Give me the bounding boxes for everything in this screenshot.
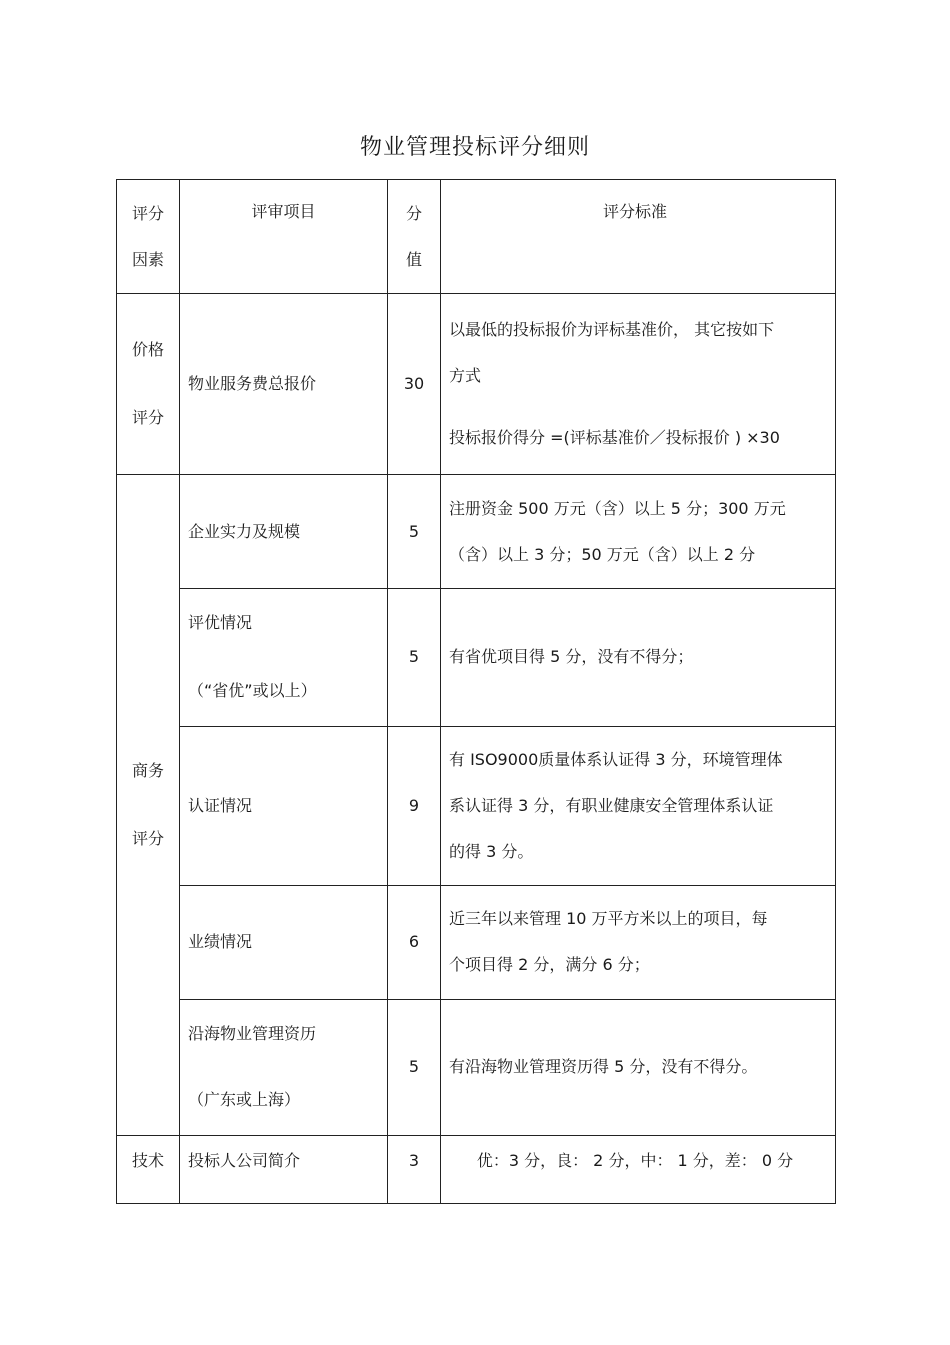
- business-factor: [117, 475, 180, 1136]
- business-row-3: [117, 726, 836, 885]
- business-item-2-line-2: （“省优”或以上）: [188, 681, 317, 701]
- business-item-5-line-1: 沿海物业管理资历: [188, 1024, 317, 1044]
- price-standard: [441, 294, 836, 475]
- business-standard-3-line-1: 有 ISO9000质量体系认证得 3 分，环境管理体: [449, 749, 783, 769]
- header-item: 评审项目: [180, 180, 388, 294]
- price-factor: [117, 294, 180, 475]
- business-standard-1: [441, 475, 836, 589]
- business-score-3: 9: [388, 726, 441, 885]
- tech-row: [117, 1135, 836, 1203]
- business-score-5: 5: [388, 999, 441, 1135]
- price-standard-line-2: 方式: [449, 366, 482, 386]
- business-row-1: [117, 475, 836, 589]
- price-item: 物业服务费总报价: [180, 294, 388, 475]
- business-row-5: [117, 999, 836, 1135]
- business-standard-4: [441, 885, 836, 999]
- header-standard: 评分标准: [441, 180, 836, 294]
- business-item-5-line-2: （广东或上海）: [188, 1090, 301, 1110]
- header-score-line-1: 分: [405, 203, 422, 223]
- business-factor-line-2: 评分: [131, 829, 164, 849]
- business-standard-4-line-1: 近三年以来管理 10 万平方米以上的项目，每: [449, 909, 768, 929]
- business-standard-5: 有沿海物业管理资历得 5 分，没有不得分。: [441, 999, 836, 1135]
- tech-item: 投标人公司简介: [180, 1135, 388, 1203]
- business-standard-1-line-1: 注册资金 500 万元（含）以上 5 分；300 万元: [449, 498, 786, 518]
- business-item-5: [180, 999, 388, 1135]
- tech-factor: 技术: [117, 1135, 180, 1203]
- scoring-table: [116, 179, 836, 1204]
- price-standard-line-1: 以最低的投标报价为评标基准价， 其它按如下: [449, 320, 775, 340]
- document-title: 物业管理投标评分细则: [359, 135, 590, 160]
- business-item-4: 业绩情况: [180, 885, 388, 999]
- price-factor-line-2: 评分: [131, 408, 164, 428]
- price-score: 30: [388, 294, 441, 475]
- price-factor-line-1: 价格: [131, 340, 164, 360]
- business-row-2: [117, 589, 836, 726]
- business-score-1: 5: [388, 475, 441, 589]
- business-standard-3-line-3: 的得 3 分。: [449, 841, 534, 861]
- business-standard-3: [441, 726, 836, 885]
- business-item-2-line-1: 评优情况: [188, 613, 253, 633]
- header-factor: [117, 180, 180, 294]
- tech-standard: 优：3 分，良： 2 分，中： 1 分，差： 0 分: [441, 1135, 836, 1203]
- business-item-3: 认证情况: [180, 726, 388, 885]
- business-row-4: [117, 885, 836, 999]
- business-factor-line-1: 商务: [131, 761, 164, 781]
- price-row: [117, 294, 836, 475]
- business-standard-1-line-2: （含）以上 3 分；50 万元（含）以上 2 分: [449, 544, 756, 564]
- business-standard-2: 有省优项目得 5 分，没有不得分；: [441, 589, 836, 726]
- header-score-line-2: 值: [405, 249, 422, 269]
- tech-score: 3: [388, 1135, 441, 1203]
- business-item-1: 企业实力及规模: [180, 475, 388, 589]
- header-factor-line-1: 评分: [131, 203, 164, 223]
- business-item-2: [180, 589, 388, 726]
- business-score-4: 6: [388, 885, 441, 999]
- business-standard-4-line-2: 个项目得 2 分，满分 6 分；: [449, 955, 650, 975]
- business-score-2: 5: [388, 589, 441, 726]
- business-standard-3-line-2: 系认证得 3 分，有职业健康安全管理体系认证: [449, 795, 774, 815]
- header-factor-line-2: 因素: [131, 249, 164, 269]
- header-score: [388, 180, 441, 294]
- header-row: [117, 180, 836, 294]
- price-standard-line-3: 投标报价得分 =(评标基准价／投标报价 ) ×30: [449, 428, 780, 448]
